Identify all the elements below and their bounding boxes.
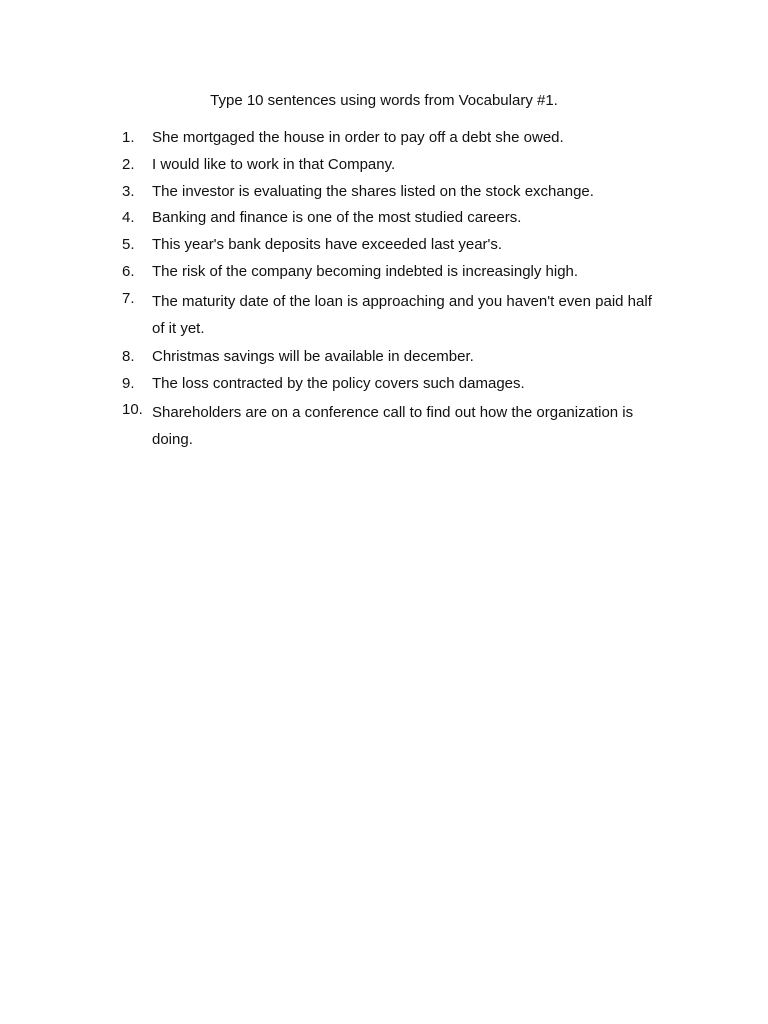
item-text: Christmas savings will be available in december. bbox=[152, 347, 474, 365]
list-item bbox=[122, 154, 662, 177]
item-number: 8. bbox=[122, 347, 135, 365]
sentence-list bbox=[122, 127, 662, 457]
item-number: 5. bbox=[122, 236, 135, 254]
list-item bbox=[122, 288, 662, 342]
item-number: 6. bbox=[122, 262, 135, 280]
list-item bbox=[122, 399, 662, 453]
item-text: The investor is evaluating the shares listed on the stock exchange. bbox=[152, 182, 594, 200]
item-text: The risk of the company becoming indebted is increasingly high. bbox=[152, 262, 579, 280]
item-text: The maturity date of the loan is approaching and you haven't even paid half of it yet. bbox=[152, 292, 652, 337]
list-item bbox=[122, 373, 662, 396]
document-title: Type 10 sentences using words from Vocabulary #1. bbox=[210, 92, 558, 109]
list-item bbox=[122, 207, 662, 230]
item-text: The loss contracted by the policy covers such damages. bbox=[152, 374, 525, 392]
list-item bbox=[122, 261, 662, 284]
list-item bbox=[122, 234, 662, 257]
item-number: 10. bbox=[122, 401, 143, 419]
item-text: Banking and finance is one of the most studied careers. bbox=[152, 209, 522, 227]
item-text: I would like to work in that Company. bbox=[152, 155, 396, 173]
list-item bbox=[122, 127, 662, 150]
item-number: 9. bbox=[122, 374, 135, 392]
item-number: 2. bbox=[122, 155, 135, 173]
item-number: 4. bbox=[122, 209, 135, 227]
item-text: She mortgaged the house in order to pay off a debt she owed. bbox=[152, 129, 564, 146]
item-text: This year's bank deposits have exceeded last year's. bbox=[152, 236, 503, 254]
list-item bbox=[122, 346, 662, 369]
item-number: 1. bbox=[122, 129, 135, 146]
item-text: Shareholders are on a conference call to find out how the organization is doing. bbox=[152, 404, 634, 449]
item-number: 7. bbox=[122, 289, 135, 307]
item-number: 3. bbox=[122, 182, 135, 200]
list-item bbox=[122, 181, 662, 204]
